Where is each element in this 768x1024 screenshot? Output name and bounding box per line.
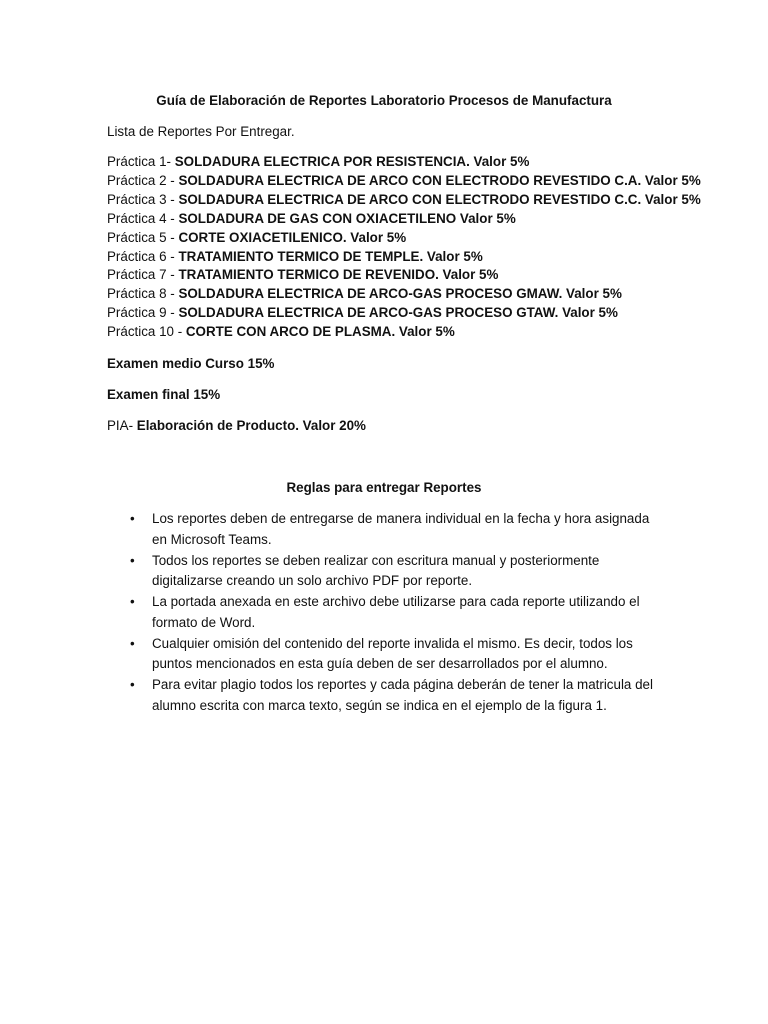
document-title: Guía de Elaboración de Reportes Laboratorio Procesos de Manufactura xyxy=(156,93,612,108)
practice-label: Práctica 8 - xyxy=(107,286,179,302)
rule-text: Para evitar plagio todos los reportes y cada página deberán de tener la matricula del alumno escrita con marca texto, según se indica en el ejemplo de la figura 1. xyxy=(152,677,653,713)
midterm-exam: Examen medio Curso 15% xyxy=(107,356,275,371)
practice-description: SOLDADURA ELECTRICA DE ARCO-GAS PROCESO GMAW. Valor 5% xyxy=(178,286,622,302)
pia-description: Elaboración de Producto. Valor 20% xyxy=(136,418,366,433)
rule-text: Todos los reportes se deben realizar con escritura manual y posteriormente digitalizarse creando un solo archivo PDF por reporte. xyxy=(152,552,600,588)
practice-label: Práctica 4 - xyxy=(107,210,179,226)
practice-label: Práctica 7 - xyxy=(107,267,179,283)
pia-item xyxy=(107,417,366,435)
practice-item xyxy=(107,229,701,248)
rule-item xyxy=(130,675,670,716)
rule-item xyxy=(130,634,670,675)
rule-item xyxy=(130,551,670,592)
practice-description: CORTE OXIACETILENICO. Valor 5% xyxy=(178,229,407,245)
practice-label: Práctica 3 - xyxy=(107,191,179,207)
bullet-icon: • xyxy=(130,635,135,651)
practice-label: Práctica 1- xyxy=(107,154,175,169)
practice-description: CORTE CON ARCO DE PLASMA. Valor 5% xyxy=(185,324,455,340)
practice-label: Práctica 6 - xyxy=(107,248,179,264)
practice-description: SOLDADURA ELECTRICA DE ARCO-GAS PROCESO GTAW. Valor 5% xyxy=(178,305,618,321)
final-exam: Examen final 15% xyxy=(107,387,221,402)
practice-item xyxy=(107,248,701,267)
rule-text: La portada anexada en este archivo debe utilizarse para cada reporte utilizando el formato de Word. xyxy=(152,594,640,630)
rule-item xyxy=(130,592,670,633)
bullet-icon: • xyxy=(130,677,135,692)
practice-label: Práctica 9 - xyxy=(107,305,179,321)
list-heading: Lista de Reportes Por Entregar. xyxy=(107,124,295,139)
practice-label: Práctica 2 - xyxy=(107,172,179,188)
practice-description: SOLDADURA ELECTRICA POR RESISTENCIA. Valor 5% xyxy=(174,154,530,169)
practice-description: SOLDADURA ELECTRICA DE ARCO CON ELECTRODO REVESTIDO C.C. Valor 5% xyxy=(178,191,701,207)
practice-description: SOLDADURA DE GAS CON OXIACETILENO Valor 5% xyxy=(178,210,516,226)
rule-text: Cualquier omisión del contenido del reporte invalida el mismo. Es decir, todos los puntos mencionados en esta guía deben de ser desarrollados por el alumno. xyxy=(152,635,633,671)
practice-description: TRATAMIENTO TERMICO DE REVENIDO. Valor 5% xyxy=(178,267,499,283)
practice-item xyxy=(107,323,701,342)
rule-item xyxy=(130,509,670,550)
practice-item xyxy=(107,191,701,210)
practice-description: SOLDADURA ELECTRICA DE ARCO CON ELECTRODO REVESTIDO C.A. Valor 5% xyxy=(178,172,701,188)
practice-label: Práctica 5 - xyxy=(107,229,179,245)
bullet-icon: • xyxy=(130,594,135,609)
practice-item xyxy=(107,153,701,172)
practice-item xyxy=(107,172,701,191)
practice-list xyxy=(107,153,701,342)
practice-label: Práctica 10 - xyxy=(107,324,186,340)
practice-item xyxy=(107,304,701,323)
practice-item xyxy=(107,210,701,229)
rules-list xyxy=(130,509,670,717)
pia-label: PIA- xyxy=(107,418,137,433)
rules-title: Reglas para entregar Reportes xyxy=(286,480,482,495)
rule-text: Los reportes deben de entregarse de manera individual en la fecha y hora asignada en Microsoft Teams. xyxy=(152,511,650,547)
bullet-icon: • xyxy=(130,552,135,568)
practice-item xyxy=(107,285,701,304)
practice-item xyxy=(107,266,701,285)
bullet-icon: • xyxy=(130,511,135,526)
practice-description: TRATAMIENTO TERMICO DE TEMPLE. Valor 5% xyxy=(178,248,483,264)
